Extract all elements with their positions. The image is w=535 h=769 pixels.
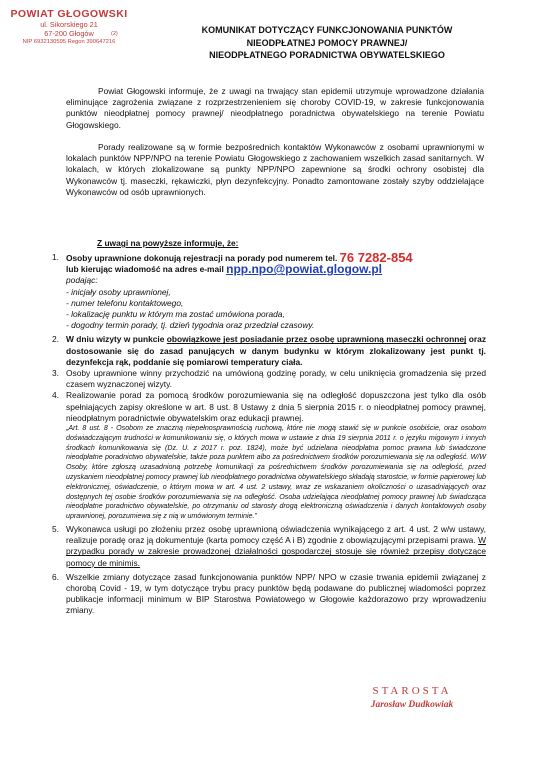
item-number: 1.: [52, 252, 59, 262]
list-item-4: [52, 390, 486, 522]
item-number: 3.: [52, 368, 59, 379]
documentation-text: Wykonawca usługi po złożeniu przez osobę uprawnioną oświadczenia wynikającego z art. 4 ust. 2 w/w ustawy, realizuje poradę oraz ją dokumentuje (karta pomocy część A i B) zgodnie z obowiązującymi przepisami prawa.: [66, 524, 486, 546]
email-lead-text: lub kierując wiadomość na adres e-mail: [66, 264, 224, 275]
visit-text: W dniu wizyty w punkcie: [66, 334, 165, 345]
list-item-1: [52, 252, 486, 331]
office-stamp: [6, 8, 132, 46]
changes-text: Wszelkie zmiany dotyczące zasad funkcjonowania punktów NPP/ NPO w czasie trwania epidemii związanej z chorobą Covid - 19, w tym dotyczące trybu pracy punktów będą podawane do publicznej wiadomości poprzez publikacje informacji minimum w BIP Starostwa Powiatowego w Głogowie każdorazowo przy wprowadzeniu zmiany.: [66, 571, 486, 616]
list-item-2: [52, 334, 486, 368]
intro-paragraph-2: Porady realizowane są w formie bezpośrednich kontaktów Wykonawców z osobami uprawnionymi w lokalach punktów NPP/NPO na terenie Powiatu Głogowskiego z zachowaniem wszelkich zasad sanitarnych. W lokalach, w których zlokalizowane są punkty NPP/NPO zapewnione są środki ochrony osobistej dla Wykonawców tj. maseczki, rękawiczki, płyn dezynfekcyjny. Ponadto zamontowane zostały szyby oddzielające Wykonawców od osób uprawnionych.: [66, 142, 484, 197]
title-line-1: KOMUNIKAT DOTYCZĄCY FUNKCJONOWANIA PUNKTÓW: [201, 25, 453, 35]
bullet-item: - lokalizację punktu w którym ma zostać umówiona porada,: [66, 309, 285, 320]
title-line-3: NIEODPŁATNEGO PORADNICTWA OBYWATELSKIEGO: [209, 50, 445, 60]
email-link[interactable]: npp.npo@powiat.glogow.pl: [226, 262, 383, 277]
phone-number[interactable]: 76 7282-854: [339, 250, 413, 265]
remote-advice-text: Realizowanie porad za pomocą środków porozumiewania się na odległość dopuszczona jest tylko dla osób spełniających zapisy określone w art. 8 ust. 8 Ustawy z dnia 5 sierpnia 2015 r. o nieodpłatnej pomocy prawnej, nieodpłatnym poradnictwie obywatelskim oraz edukacji prawnej.: [66, 390, 486, 423]
bullet-item: - numer telefonu kontaktowego,: [66, 297, 184, 308]
item-number: 6.: [52, 571, 59, 582]
signature-title: STAROSTA: [372, 685, 452, 697]
intro-paragraph-1: Powiat Głogowski informuje, że z uwagi na trwający stan epidemii utrzymuje wprowadzone działania eliminujące zagrożenia związane z rozprzestrzenieniem się choroby COVID-19, w zakresie funkcjonowania punktów nieodpłatnej pomocy prawnej/ nieodpłatnego poradnictwa obywatelskiego na terenie Powiatu Głogowskiego.: [66, 86, 484, 130]
stamp-code-mark: (2): [111, 31, 118, 37]
numbered-list: [52, 252, 486, 617]
item-number: 5.: [52, 524, 59, 535]
provide-label: podając:: [66, 275, 98, 286]
registration-text: Osoby uprawnione dokonują rejestracji na porady pod numerem tel.: [66, 253, 338, 263]
punctuality-text: Osoby uprawnione winny przychodzić na umówioną godzinę porady, w celu uniknięcia gromadzenia się przed czasem wyznaczonej wizyty.: [66, 368, 486, 390]
signature-block: [352, 685, 472, 710]
stamp-name: POWIAT GŁOGOWSKI: [10, 8, 128, 20]
rules-text: oraz dostosowanie się do zasad panujących w danym budynku w którym zlokalizowany jest punkt tj. dezynfekcja rąk, poddanie się pomiarowi temperatury ciała.: [66, 334, 487, 367]
list-item-6: [52, 572, 486, 617]
mask-requirement: obowiązkowe jest posiadanie przez osobę uprawnioną maseczki ochronnej: [166, 334, 467, 345]
bullet-item: - inicjały osoby uprawnionej,: [66, 286, 171, 297]
document-title: [132, 24, 522, 62]
stamp-street: ul. Sikorskiego 21: [40, 20, 98, 29]
item-number: 2.: [52, 334, 59, 345]
law-quote: „Art. 8 ust. 8 - Osobom ze znaczną niepełnosprawnością ruchową, które nie mogą stawić się w punkcie osobiście, oraz osobom doświadczającym trudności w komunikowaniu się, o których mowa w ustawie z dnia 19 sierpnia 2011 r. o języku migowym i innych środkach komunikowania się (Dz. U. z 2017 r. poz. 1824), może być udzielana nieodpłatna pomoc prawna lub świadczone nieodpłatne poradnictwo obywatelskie, także poza punktem albo za pośrednictwem środków porozumiewania się na odległość. W/W Osoby, które zgłoszą uzasadnioną potrzebę komunikacji za pośrednictwem środków porozumiewania się na odległość, przed uzyskaniem nieodpłatnej pomocy prawnej lub nieodpłatnego poradnictwa obywatelskiego składają starostcie, w formie papierowej lub elektronicznej, oświadczenie, o którym mowa w art. 4 ust. 2 ustawy, wraz ze wskazaniem okoliczności o uzasadniających oraz dostępnych tej osobie środków porozumiewania się na odległość. Osoba udzielająca nieodpłatnej pomocy prawnej lub świadcząca nieodpłatne poradnictwo obywatelskie, po otrzymaniu od starosty drogą elektroniczną oświadczenia i danych kontaktowych osoby uprawnionej, porozumiewa się z nią w umówionym terminie.”: [66, 424, 486, 521]
stamp-ids: NIP 6932130595 Regon 390647216: [22, 39, 116, 45]
section-heading: Z uwagi na powyższe informuje, że:: [97, 238, 239, 248]
de-minimis-text: W przypadku porady w zakresie prowadzonej działalności gospodarczej stosuje się również przepisy dotyczące pomocy de minimis.: [66, 535, 486, 568]
list-item-3: [52, 368, 486, 390]
bullet-item: - dogodny termin porady, tj. dzień tygodnia oraz przedział czasowy.: [66, 320, 315, 331]
item-number: 4.: [52, 390, 59, 401]
title-line-2: NIEODPŁATNEJ POMOCY PRAWNEJ/: [246, 37, 408, 48]
list-item-5: [52, 524, 486, 569]
stamp-city: 67-200 Głogów: [44, 29, 94, 38]
signature-name: Jarosław Dudkowiak: [370, 700, 454, 710]
